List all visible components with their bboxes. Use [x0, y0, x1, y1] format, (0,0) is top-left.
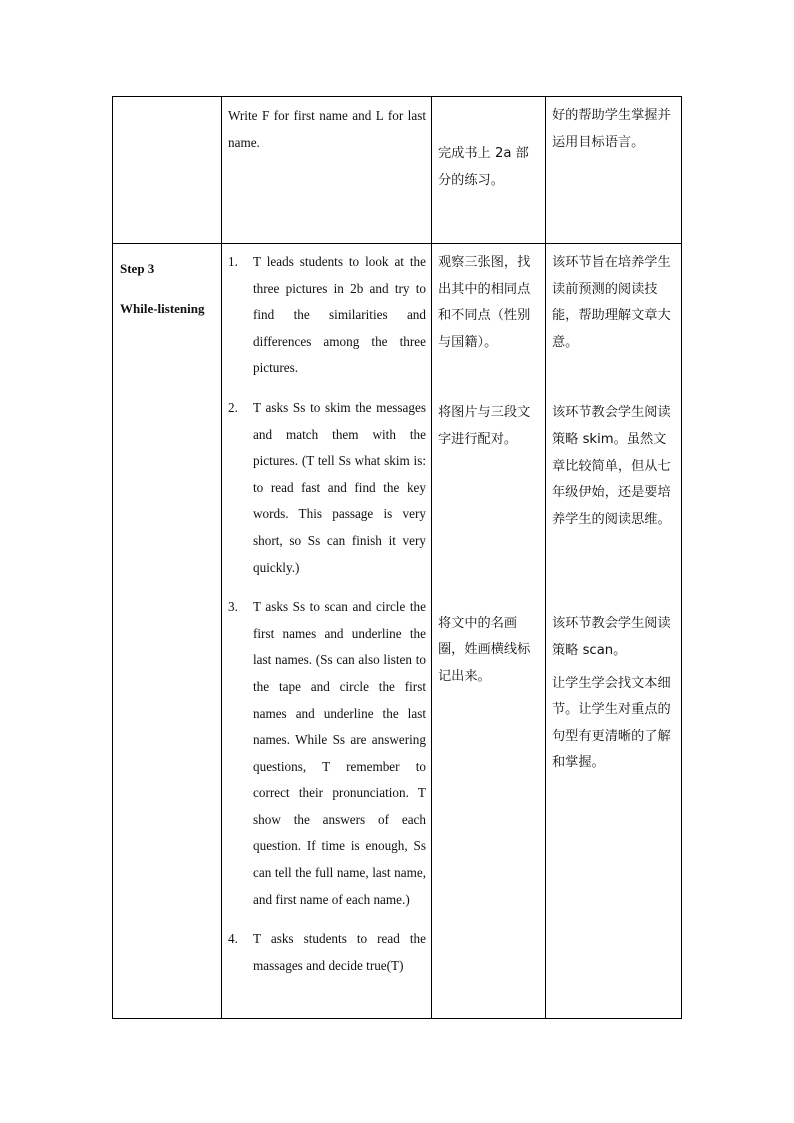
list-item: [228, 395, 426, 581]
purpose-text: 好的帮助学生掌握并运用目标语言。: [552, 108, 671, 150]
purpose-text: 让学生学会找文本细节。让学生对重点的句型有更清晰的了解和掌握。: [552, 675, 671, 771]
step-cell-empty: [113, 97, 222, 244]
table-row: [113, 97, 682, 244]
list-item: [228, 249, 426, 382]
list-item: [228, 594, 426, 913]
step-cell: [113, 244, 222, 1019]
purpose-text: 该环节旨在培养学生读前预测的阅读技能，帮助理解文章大意。: [552, 255, 671, 350]
step-label: Step 3: [120, 261, 155, 276]
item-text: T leads students to look at the three pictures in 2b and try to find the similarities and differences among the three pictures.: [253, 254, 426, 376]
purpose-cell: [546, 244, 682, 1019]
item-text: T asks Ss to skim the messages and match them with the pictures. (T tell Ss what skim is: to read fast and find the key words. This passage is very short, so Ss can finish it very quickly.): [253, 399, 426, 575]
purpose-text: 该环节教会学生阅读策略 scan。: [552, 616, 671, 658]
item-text: T asks students to read the massages and decide true(T): [253, 931, 426, 973]
activity-cell: [222, 97, 432, 244]
purpose-cell: [546, 97, 682, 244]
item-number: 2.: [228, 399, 238, 415]
activity-cell: [222, 244, 432, 1019]
student-task-text: 将文中的名画圈，姓画横线标记出来。: [438, 615, 531, 684]
item-text: T asks Ss to scan and circle the first names and underline the last names. (Ss can also listen to the tape and circle the first names and underline the last names. While Ss are answering questions, T remember to correct their pronunciation. T show the answers of each question. If time is enough, Ss can tell the full name, last name, and first name of each name.): [253, 599, 426, 907]
student-task-text: 完成书上 2a 部分的练习。: [438, 146, 529, 188]
table-row: [113, 244, 682, 1019]
activity-text: Write F for first name and L for last name.: [228, 108, 426, 150]
item-number: 3.: [228, 599, 238, 615]
student-task-cell: [432, 244, 546, 1019]
list-item: [228, 926, 426, 979]
student-task-text: 将图片与三段文字进行配对。: [438, 405, 531, 447]
item-number: 1.: [228, 254, 238, 269]
item-number: 4.: [228, 931, 238, 947]
stage-label: While-listening: [120, 301, 205, 316]
purpose-text: 该环节教会学生阅读策略 skim。虽然文章比较简单，但从七年级伊始，还是要培养学生的阅读思维。: [552, 405, 671, 527]
student-task-cell: [432, 97, 546, 244]
lesson-plan-table: [112, 96, 682, 1019]
student-task-text: 观察三张图，找出其中的相同点和不同点（性别与国籍）。: [438, 255, 531, 350]
activity-list: [222, 244, 431, 979]
